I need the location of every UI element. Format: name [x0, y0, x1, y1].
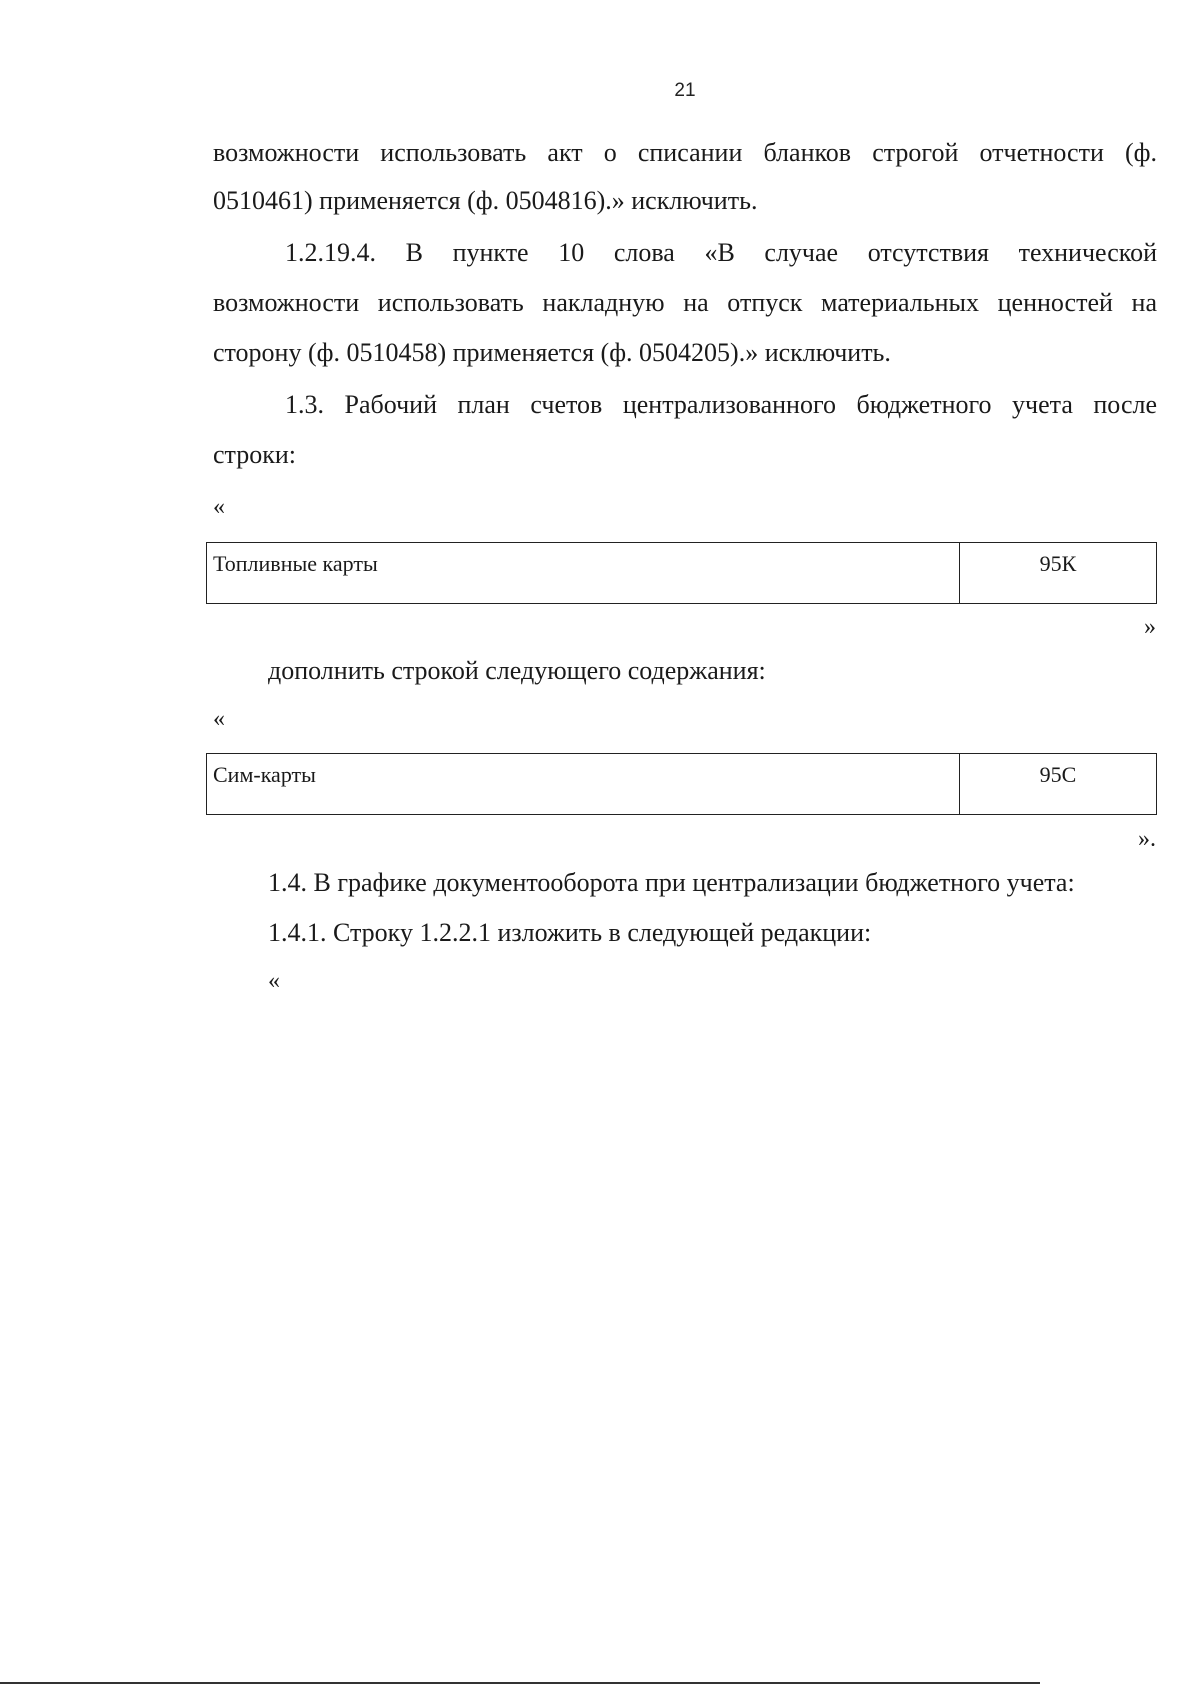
paragraph-line: 1.4.1. Строку 1.2.2.1 изложить в следующей редакции:: [268, 918, 872, 947]
open-quote: «: [213, 494, 225, 520]
table-cell-code: 95К: [960, 543, 1157, 604]
table-row: [207, 754, 1157, 815]
paragraph-line: строки:: [213, 440, 296, 469]
account-table-fuel: [206, 542, 1157, 604]
account-table-sim: [206, 753, 1157, 815]
paragraph-line: 0510461) применяется (ф. 0504816).» исключить.: [213, 186, 758, 215]
paragraph-line: 1.2.19.4. В пункте 10 слова «В случае отсутствия технической: [285, 238, 1157, 267]
table-cell-code: 95С: [960, 754, 1157, 815]
table-row: [207, 543, 1157, 604]
paragraph-line: дополнить строкой следующего содержания:: [268, 656, 766, 685]
open-quote: «: [268, 968, 280, 994]
paragraph-line: возможности использовать накладную на отпуск материальных ценностей на: [213, 288, 1157, 317]
paragraph-line: сторону (ф. 0510458) применяется (ф. 0504205).» исключить.: [213, 338, 891, 367]
open-quote: «: [213, 706, 225, 732]
table-cell-name: Сим-карты: [207, 754, 960, 815]
page-number: 21: [674, 80, 696, 101]
close-quote-period: ».: [1138, 826, 1156, 852]
table-cell-name: Топливные карты: [207, 543, 960, 604]
paragraph-line: 1.3. Рабочий план счетов централизованного бюджетного учета после: [285, 390, 1157, 419]
paragraph-line: возможности использовать акт о списании бланков строгой отчетности (ф.: [213, 138, 1157, 167]
paragraph-line: 1.4. В графике документооборота при централизации бюджетного учета:: [268, 868, 1075, 897]
close-quote: »: [1144, 614, 1156, 640]
scan-edge-line: [0, 1682, 1040, 1684]
